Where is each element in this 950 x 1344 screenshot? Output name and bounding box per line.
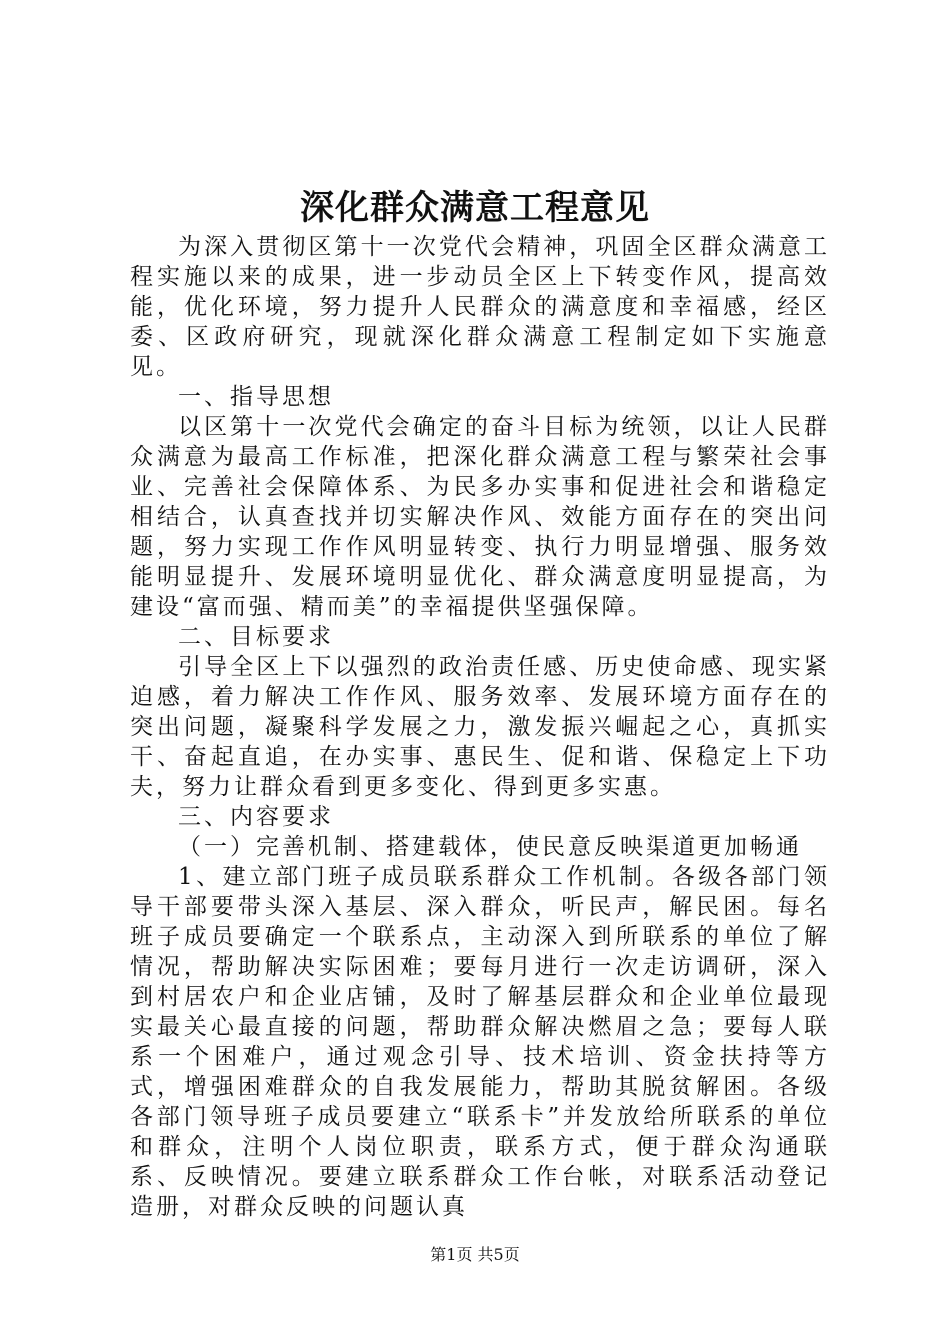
section-heading-content: 三、内容要求	[178, 804, 334, 830]
section-heading-goals: 二、目标要求	[178, 624, 334, 650]
paragraph-intro: 为深入贯彻区第十一次党代会精神，巩固全区群众满意工程实施以来的成果，进一步动员全区上下转变作风，提高效能，优化环境，努力提升人民群众的满意度和幸福感，经区委、区政府研究，现就深化群众满意工程制定如下实施意见。	[130, 234, 830, 380]
page-footer: 第1页 共5页	[430, 1245, 520, 1264]
document-title: 深化群众满意工程意见	[300, 188, 650, 228]
document-body	[130, 232, 830, 1222]
paragraph-contact-mechanism: 1、建立部门班子成员联系群众工作机制。各级各部门领导干部要带头深入基层、深入群众，听民声，解民困。每名班子成员要确定一个联系点，主动深入到所联系的单位了解情况，帮助解决实际困难；要每月进行一次走访调研，深入到村居农户和企业店铺，及时了解基层群众和企业单位最现实最关心最直接的问题，帮助群众解决燃眉之急；要每人联系一个困难户，通过观念引导、技术培训、资金扶持等方式，增强困难群众的自我发展能力，帮助其脱贫解困。各级各部门领导班子成员要建立“联系卡”并发放给所联系的单位和群众，注明个人岗位职责，联系方式，便于群众沟通联系、反映情况。要建立联系群众工作台帐，对联系活动登记造册，对群众反映的问题认真	[130, 864, 830, 1220]
subsection-heading-mechanism: （一）完善机制、搭建载体，使民意反映渠道更加畅通	[178, 834, 802, 860]
paragraph-guiding-thought: 以区第十一次党代会确定的奋斗目标为统领，以让人民群众满意为最高工作标准，把深化群众满意工程与繁荣社会事业、完善社会保障体系、为民多办实事和促进社会和谐稳定相结合，认真查找并切实解决作风、效能方面存在的突出问题，努力实现工作作风明显转变、执行力明显增强、服务效能明显提升、发展环境明显优化、群众满意度明显提高，为建设“富而强、精而美”的幸福提供坚强保障。	[130, 414, 830, 620]
paragraph-goals: 引导全区上下以强烈的政治责任感、历史使命感、现实紧迫感，着力解决工作作风、服务效率、发展环境方面存在的突出问题，凝聚科学发展之力，激发振兴崛起之心，真抓实干、奋起直追，在办实事、惠民生、促和谐、保稳定上下功夫，努力让群众看到更多变化、得到更多实惠。	[130, 654, 830, 800]
section-heading-guiding-thought: 一、指导思想	[178, 384, 334, 410]
